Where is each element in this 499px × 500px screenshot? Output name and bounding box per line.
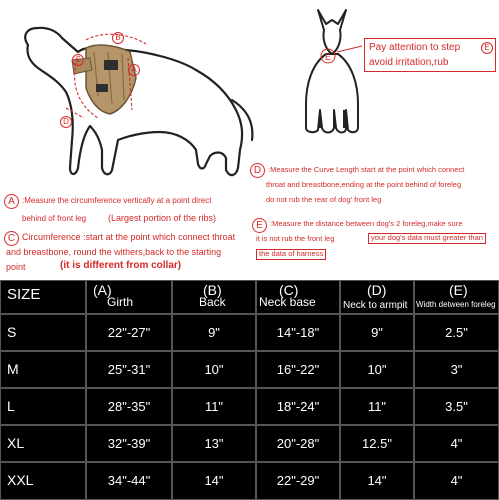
label-a-marker: A xyxy=(128,64,140,76)
neck-base-value: 18"-24" xyxy=(276,399,320,414)
back-value: 11" xyxy=(204,399,224,414)
instruction-c-letter: C xyxy=(4,231,19,246)
instruction-e-boxed-2: the data of harness xyxy=(256,249,326,260)
cell-neck-base xyxy=(256,351,340,388)
header-size-label: SIZE xyxy=(7,286,41,303)
cell-width xyxy=(414,425,499,462)
back-value: 13" xyxy=(204,436,224,451)
neck-base-value: 16"-22" xyxy=(276,362,320,377)
header-girth-name: Girth xyxy=(107,295,134,309)
callout-line-2: avoid irritation,rub xyxy=(369,57,449,68)
cell-width xyxy=(414,351,499,388)
width-value: 4" xyxy=(450,436,463,451)
cell-back xyxy=(172,388,256,425)
instruction-e-letter: E xyxy=(252,218,267,233)
instruction-a-line-2: behind of front leg xyxy=(22,214,87,223)
instruction-d-line-3: do not rub the rear of dog' front leg xyxy=(266,195,382,204)
cell-width xyxy=(414,388,499,425)
width-value: 3.5" xyxy=(445,399,468,414)
cell-size xyxy=(0,425,86,462)
header-width-between-foreleg xyxy=(414,280,499,314)
header-back-name: Back xyxy=(199,295,226,309)
header-width-name: Width detween foreleg xyxy=(416,300,496,309)
cell-back xyxy=(172,425,256,462)
width-value: 4" xyxy=(450,473,463,488)
front-width-marker-label: E xyxy=(324,52,332,62)
callout-badge: E xyxy=(481,42,493,54)
cell-neck-base xyxy=(256,314,340,351)
cell-width xyxy=(414,314,499,351)
girth-value: 32"-39" xyxy=(107,436,151,451)
width-value: 3" xyxy=(450,362,463,377)
cell-girth xyxy=(86,388,172,425)
cell-neck-to-armpit xyxy=(340,462,414,500)
header-girth xyxy=(86,280,172,314)
cell-size xyxy=(0,351,86,388)
header-size xyxy=(0,280,86,314)
cell-back xyxy=(172,462,256,500)
dog-side-view xyxy=(25,28,252,175)
header-neck-to-armpit xyxy=(340,280,414,314)
header-girth-letter: (A) xyxy=(93,282,112,298)
instruction-a-line-1: :Measure the circumference vertically at a point direct xyxy=(22,196,212,205)
header-back-letter: (B) xyxy=(203,282,222,298)
width-value: 2.5" xyxy=(445,325,468,340)
neck-base-value: 14"-18" xyxy=(276,325,320,340)
header-neck-base-letter: (C) xyxy=(279,282,299,298)
instruction-d-line-1: :Measure the Curve Length start at the point which connect xyxy=(268,165,465,174)
table-row xyxy=(0,314,499,351)
table-row xyxy=(0,388,499,425)
cell-size xyxy=(0,314,86,351)
label-b-marker: B xyxy=(112,32,124,44)
neck-to-armpit-value: 12.5" xyxy=(362,436,392,451)
instruction-e-line-1: :Measure the distance between dog's 2 foreleg,make sure xyxy=(270,219,463,228)
girth-value: 25"-31" xyxy=(107,362,151,377)
cell-neck-to-armpit xyxy=(340,314,414,351)
header-neck-base-name: Neck base xyxy=(259,295,316,309)
cell-girth xyxy=(86,462,172,500)
instruction-c-note: (it is different from collar) xyxy=(60,260,182,271)
instruction-d-letter: D xyxy=(250,163,265,178)
header-neck-to-armpit-name: Neck to armpit xyxy=(343,300,408,311)
cell-girth xyxy=(86,425,172,462)
cell-neck-to-armpit xyxy=(340,351,414,388)
girth-value: 34"-44" xyxy=(107,473,151,488)
table-row xyxy=(0,425,499,462)
size-value: XL xyxy=(7,435,25,451)
size-table xyxy=(0,280,499,500)
neck-base-value: 20"-28" xyxy=(276,436,320,451)
instruction-c-line-3: point xyxy=(6,262,26,272)
cell-back xyxy=(172,314,256,351)
size-value: M xyxy=(7,361,19,377)
header-neck-to-armpit-letter: (D) xyxy=(367,282,387,298)
header-back xyxy=(172,280,256,314)
cell-neck-base xyxy=(256,462,340,500)
instruction-d-line-2: throat and breastbone,ending at the point behind of foreleg xyxy=(266,180,462,189)
cell-back xyxy=(172,351,256,388)
cell-width xyxy=(414,462,499,500)
instruction-a-letter: A xyxy=(4,194,19,209)
back-value: 14" xyxy=(204,473,224,488)
girth-value: 22"-27" xyxy=(107,325,151,340)
back-value: 9" xyxy=(208,325,220,340)
girth-value: 28"-35" xyxy=(107,399,151,414)
size-value: XXL xyxy=(7,472,34,488)
cell-neck-base xyxy=(256,388,340,425)
callout-line-1: Pay attention to step xyxy=(369,42,461,53)
neck-to-armpit-value: 10" xyxy=(367,362,387,377)
dog-front-view xyxy=(306,10,358,133)
size-value: L xyxy=(7,398,15,414)
size-value: S xyxy=(7,324,17,340)
cell-neck-base xyxy=(256,425,340,462)
neck-base-value: 22"-29" xyxy=(276,473,320,488)
cell-girth xyxy=(86,351,172,388)
instruction-e-line-2: it is not rub the front leg xyxy=(256,234,335,243)
label-c-marker: C xyxy=(72,54,84,66)
back-value: 10" xyxy=(204,362,224,377)
table-header xyxy=(0,280,499,314)
instruction-c-line-1: Circumference :start at the point which connect throat xyxy=(22,232,236,242)
cell-neck-to-armpit xyxy=(340,425,414,462)
instruction-e-boxed-1: your dog's data must greater than xyxy=(368,233,486,244)
cell-girth xyxy=(86,314,172,351)
neck-to-armpit-value: 14" xyxy=(367,473,387,488)
cell-neck-to-armpit xyxy=(340,388,414,425)
table-row xyxy=(0,462,499,500)
instruction-c-line-2: and breastbone, round the withers,back to the starting xyxy=(6,247,222,257)
attention-callout xyxy=(364,38,496,72)
header-neck-base xyxy=(256,280,340,314)
table-row xyxy=(0,351,499,388)
label-d-marker: D xyxy=(60,116,72,128)
cell-size xyxy=(0,388,86,425)
neck-to-armpit-value: 11" xyxy=(367,399,387,414)
neck-to-armpit-value: 9" xyxy=(371,325,383,340)
instruction-a-line-2-paren: (Largest portion of the ribs) xyxy=(108,213,217,223)
header-width-letter: (E) xyxy=(449,282,468,298)
cell-size xyxy=(0,462,86,500)
